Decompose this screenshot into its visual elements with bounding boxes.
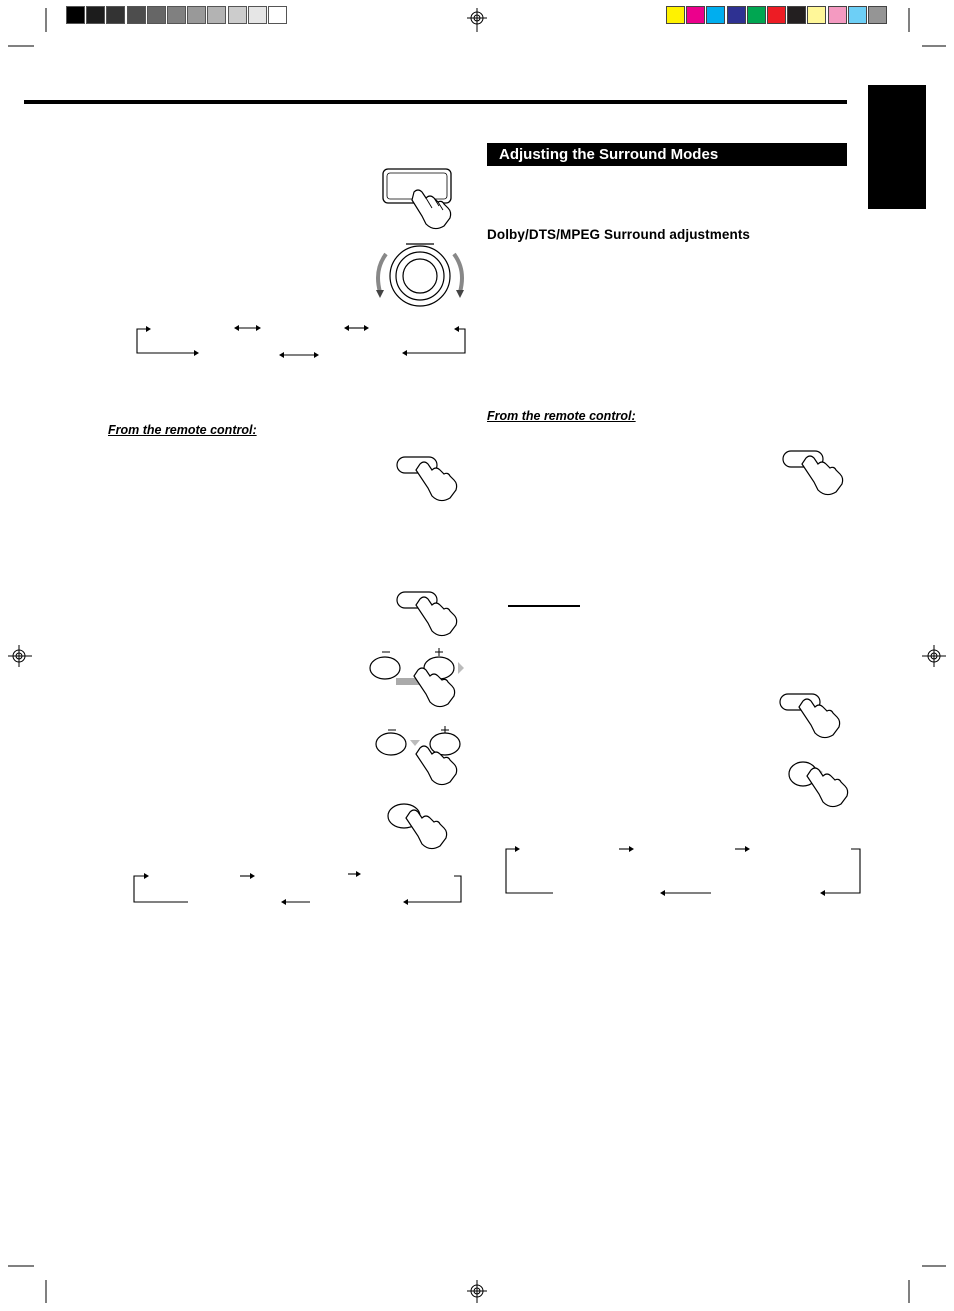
language-tab	[868, 85, 926, 209]
rotary-dial-icon	[372, 242, 468, 312]
sequence-loop-diagram	[503, 843, 873, 895]
hand-pressing-button-icon	[787, 758, 857, 814]
registration-target-icon	[467, 8, 487, 32]
remote-control-label-right: From the remote control:	[487, 409, 636, 423]
hand-pressing-button-icon	[386, 802, 456, 858]
hand-pressing-button-icon	[779, 691, 849, 747]
hand-pressing-button-icon	[396, 589, 466, 645]
subheading: Dolby/DTS/MPEG Surround adjustments	[487, 227, 751, 242]
minus-plus-buttons-icon	[370, 724, 470, 794]
sequence-loop-diagram	[134, 322, 474, 362]
header-rule	[24, 100, 847, 104]
note-underline	[508, 605, 580, 607]
hand-pressing-button-icon	[396, 454, 466, 510]
hand-pressing-button-icon	[782, 448, 852, 504]
remote-control-label-left: From the remote control:	[108, 423, 257, 437]
minus-plus-buttons-icon	[366, 646, 466, 716]
hand-pressing-button-icon	[382, 166, 462, 236]
registration-target-icon	[467, 1280, 487, 1303]
registration-target-icon	[922, 645, 946, 667]
registration-target-icon	[8, 645, 32, 667]
section-title: Adjusting the Surround Modes	[487, 143, 847, 166]
sequence-loop-diagram	[132, 868, 472, 908]
